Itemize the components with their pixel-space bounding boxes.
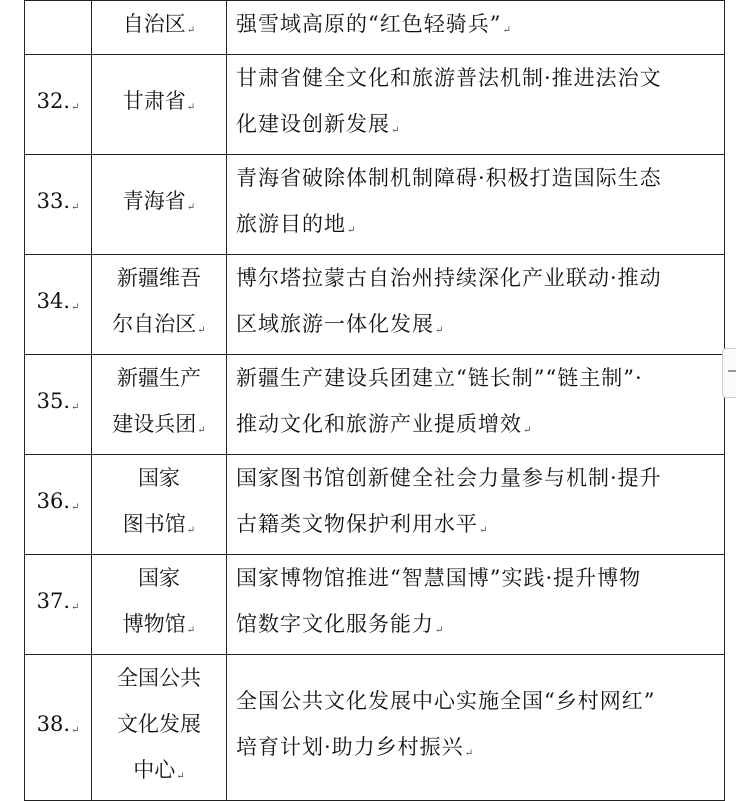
description-text: 推动文化和旅游产业提质增效: [236, 412, 522, 436]
row-number-cell: [25, 355, 92, 455]
region-cell: [92, 55, 227, 155]
region-text: 中心: [133, 758, 176, 782]
table-row: [25, 55, 725, 155]
region-line: [92, 501, 226, 554]
description-line: [236, 201, 718, 254]
region-line: [92, 747, 226, 800]
paragraph-mark-icon: ↵: [186, 525, 196, 536]
paragraph-mark-icon: ↵: [186, 625, 196, 636]
description-line: [236, 401, 718, 454]
paragraph-mark-icon: ↵: [176, 771, 185, 782]
side-panel-tab[interactable]: [722, 348, 736, 398]
description-text: 旅游目的地: [236, 212, 346, 236]
region-text: 青海省: [122, 189, 186, 213]
description-text: 化建设创新发展: [236, 112, 390, 136]
region-cell: [92, 455, 227, 555]
description-line: [236, 255, 718, 301]
description-line: [236, 55, 718, 101]
description-line: [236, 555, 718, 601]
row-number-cell: [25, 655, 92, 801]
description-text: 青海省破除体制机制障碍·积极打造国际生态: [236, 166, 662, 190]
description-line: [236, 501, 718, 554]
table-row: [25, 555, 725, 655]
description-line: [236, 355, 718, 401]
row-number: 34.: [36, 289, 70, 313]
description-line: [236, 301, 718, 354]
paragraph-mark-icon: ↵: [464, 748, 475, 759]
paragraph-mark-icon: ↵: [71, 102, 80, 113]
row-number: 32.: [36, 89, 70, 113]
description-text: 古籍类文物保护利用水平: [236, 512, 478, 536]
document-table: [24, 0, 725, 801]
description-line: [236, 455, 718, 501]
region-text: 国家: [138, 466, 180, 490]
row-number: 33.: [36, 189, 70, 213]
description-text: 国家博物馆推进“智慧国博”实践·提升博物: [236, 566, 642, 590]
region-line: [92, 401, 226, 454]
region-text: 新疆维吾: [117, 266, 201, 290]
description-cell: [227, 255, 725, 355]
paragraph-mark-icon: ↵: [71, 302, 80, 313]
region-cell: [92, 555, 227, 655]
description-cell: [227, 455, 725, 555]
description-line: [236, 678, 718, 724]
paragraph-mark-icon: ↵: [71, 202, 80, 213]
description-cell: [227, 1, 725, 55]
description-cell: [227, 55, 725, 155]
description-line: [236, 155, 718, 201]
region-text: 自治区: [122, 12, 186, 36]
description-cell: [227, 555, 725, 655]
region-cell: [92, 155, 227, 255]
region-line: [92, 255, 226, 301]
paragraph-mark-icon: ↵: [197, 325, 206, 336]
paragraph-mark-icon: ↵: [391, 125, 401, 136]
table-row: [25, 1, 725, 55]
paragraph-mark-icon: ↵: [479, 525, 489, 536]
description-cell: [227, 155, 725, 255]
table-row: [25, 455, 725, 555]
region-text: 建设兵团: [112, 412, 197, 436]
paragraph-mark-icon: ↵: [186, 25, 196, 36]
row-number-cell: [25, 155, 92, 255]
description-line: [236, 1, 718, 54]
region-cell: [92, 1, 227, 55]
description-cell: [227, 655, 725, 801]
region-cell: [92, 355, 227, 455]
region-text: 甘肃省: [122, 89, 186, 113]
table-row: [25, 155, 725, 255]
row-number-cell: [25, 55, 92, 155]
description-line: [236, 724, 718, 777]
row-number: 37.: [36, 589, 70, 613]
description-text: 培育计划·助力乡村振兴: [236, 735, 464, 759]
description-line: [236, 101, 718, 154]
region-line: [92, 355, 226, 401]
description-line: [236, 601, 718, 654]
collapse-icon: [728, 370, 736, 372]
row-number-cell: [25, 1, 92, 55]
region-text: 图书馆: [122, 512, 186, 536]
paragraph-mark-icon: ↵: [523, 425, 533, 436]
region-line: [92, 301, 226, 354]
region-text: 文化发展: [117, 712, 201, 736]
paragraph-mark-icon: ↵: [71, 502, 80, 513]
description-text: 国家图书馆创新健全社会力量参与机制·提升: [236, 466, 662, 490]
region-line: [92, 655, 226, 701]
row-number-cell: [25, 555, 92, 655]
region-line: [92, 1, 226, 54]
row-number: 36.: [36, 489, 70, 513]
region-cell: [92, 255, 227, 355]
description-text: 馆数字文化服务能力: [236, 612, 434, 636]
region-line: [92, 78, 226, 131]
table-row: [25, 655, 725, 801]
paragraph-mark-icon: ↵: [186, 202, 196, 213]
description-text: 甘肃省健全文化和旅游普法机制·推进法治文: [236, 66, 662, 90]
row-number-cell: [25, 455, 92, 555]
paragraph-mark-icon: ↵: [435, 325, 445, 336]
region-line: [92, 178, 226, 231]
region-line: [92, 601, 226, 654]
description-text: 全国公共文化发展中心实施全国“乡村网红”: [236, 689, 656, 713]
description-text: 新疆生产建设兵团建立“链长制”“链主制”·: [236, 366, 643, 390]
paragraph-mark-icon: ↵: [71, 725, 80, 736]
region-cell: [92, 655, 227, 801]
region-line: [92, 701, 226, 747]
description-text: 博尔塔拉蒙古自治州持续深化产业联动·推动: [236, 266, 662, 290]
region-text: 尔自治区: [112, 312, 197, 336]
description-text: 强雪域高原的“红色轻骑兵”: [236, 12, 502, 36]
region-line: [92, 555, 226, 601]
row-number: 38.: [36, 712, 70, 736]
description-text: 区域旅游一体化发展: [236, 312, 434, 336]
row-number-cell: [25, 255, 92, 355]
paragraph-mark-icon: ↵: [71, 602, 80, 613]
description-cell: [227, 355, 725, 455]
region-text: 全国公共: [117, 666, 201, 690]
paragraph-mark-icon: ↵: [435, 625, 445, 636]
table-row: [25, 355, 725, 455]
table-body: [25, 1, 725, 801]
paragraph-mark-icon: ↵: [186, 102, 196, 113]
row-number: 35.: [36, 389, 70, 413]
region-text: 国家: [138, 566, 180, 590]
paragraph-mark-icon: ↵: [502, 25, 512, 36]
paragraph-mark-icon: ↵: [71, 402, 80, 413]
region-text: 博物馆: [122, 612, 186, 636]
paragraph-mark-icon: ↵: [197, 425, 206, 436]
region-line: [92, 455, 226, 501]
region-text: 新疆生产: [117, 366, 201, 390]
table-row: [25, 255, 725, 355]
paragraph-mark-icon: ↵: [347, 225, 357, 236]
